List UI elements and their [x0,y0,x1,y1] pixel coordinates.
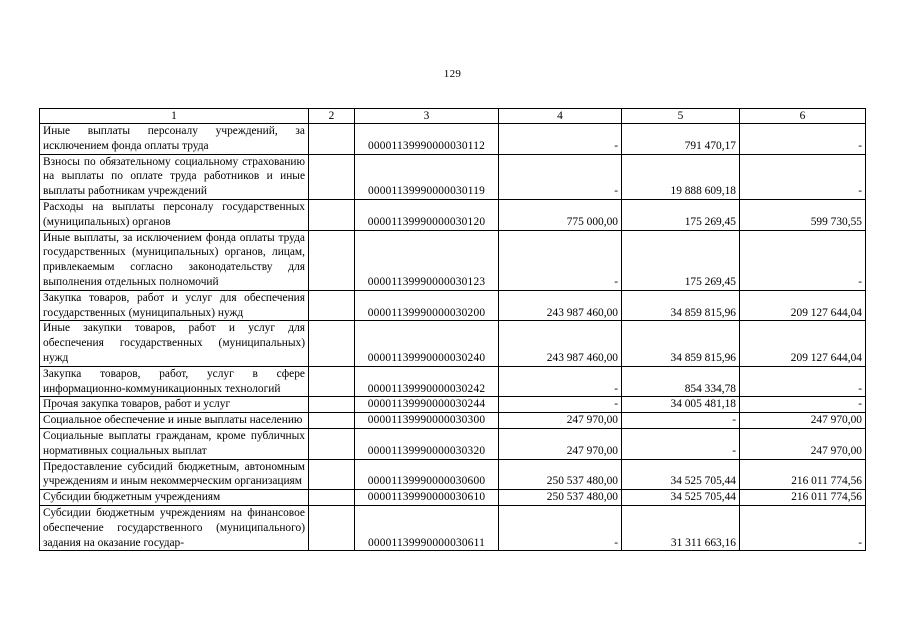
header-col-6: 6 [740,109,866,124]
row-budget-code-cell: 00001139990000030200 [355,290,499,321]
row-line-code-cell [309,321,355,366]
row-approved-cell: - [499,124,622,155]
row-budget-code-cell: 00001139990000030242 [355,366,499,397]
row-unexecuted-cell: 247 970,00 [740,413,866,429]
table-row [40,490,866,506]
row-approved-cell: - [499,366,622,397]
row-approved-cell: 775 000,00 [499,199,622,230]
row-name-cell: Закупка товаров, работ, услуг в сфере информационно-коммуникационных технологий [40,366,309,397]
row-executed-cell: 31 311 663,16 [622,505,740,550]
table-row [40,321,866,366]
row-approved-cell: - [499,397,622,413]
row-name-cell: Иные закупки товаров, работ и услуг для обеспечения государственных (муниципальных) нужд [40,321,309,366]
page-number: 129 [443,68,462,80]
row-name-cell: Иные выплаты, за исключением фонда оплаты труда государственных (муниципальных) органов, лицам, привлекаемым согласно законодательству для выполнения отдельных полномочий [40,230,309,290]
table-row [40,505,866,550]
row-executed-cell: 34 525 705,44 [622,490,740,506]
row-name-cell: Предоставление субсидий бюджетным, автономным учреждениям и иным некоммерческим организациям [40,459,309,490]
header-row [40,109,866,124]
row-name-cell: Расходы на выплаты персоналу государственных (муниципальных) органов [40,199,309,230]
row-unexecuted-cell: - [740,124,866,155]
row-name-cell: Иные выплаты персоналу учреждений, за исключением фонда оплаты труда [40,124,309,155]
table-row [40,397,866,413]
row-name-cell: Прочая закупка товаров, работ и услуг [40,397,309,413]
table-row [40,124,866,155]
row-approved-cell: - [499,505,622,550]
row-executed-cell: 34 859 815,96 [622,290,740,321]
row-approved-cell: 250 537 480,00 [499,459,622,490]
table-body [40,124,866,551]
row-name-cell: Социальное обеспечение и иные выплаты населению [40,413,309,429]
row-name-cell: Субсидии бюджетным учреждениям [40,490,309,506]
row-budget-code-cell: 00001139990000030244 [355,397,499,413]
row-budget-code-cell: 00001139990000030300 [355,413,499,429]
row-line-code-cell [309,154,355,199]
header-col-4: 4 [499,109,622,124]
row-executed-cell: 34 525 705,44 [622,459,740,490]
row-approved-cell: - [499,154,622,199]
row-approved-cell: 243 987 460,00 [499,290,622,321]
row-approved-cell: - [499,230,622,290]
header-col-2: 2 [309,109,355,124]
row-budget-code-cell: 00001139990000030120 [355,199,499,230]
row-budget-code-cell: 00001139990000030600 [355,459,499,490]
row-line-code-cell [309,505,355,550]
table-row [40,199,866,230]
row-unexecuted-cell: 247 970,00 [740,428,866,459]
row-name-cell: Субсидии бюджетным учреждениям на финансовое обеспечение государственного (муниципального) задания на оказание государ- [40,505,309,550]
row-line-code-cell [309,199,355,230]
table-row [40,154,866,199]
row-unexecuted-cell: 209 127 644,04 [740,321,866,366]
row-line-code-cell [309,428,355,459]
row-budget-code-cell: 00001139990000030112 [355,124,499,155]
header-col-5: 5 [622,109,740,124]
table-row [40,290,866,321]
row-line-code-cell [309,397,355,413]
row-budget-code-cell: 00001139990000030119 [355,154,499,199]
row-executed-cell: 34 859 815,96 [622,321,740,366]
table-row [40,459,866,490]
row-executed-cell: 791 470,17 [622,124,740,155]
row-unexecuted-cell: - [740,154,866,199]
row-approved-cell: 247 970,00 [499,413,622,429]
row-executed-cell: 175 269,45 [622,199,740,230]
row-approved-cell: 243 987 460,00 [499,321,622,366]
row-unexecuted-cell: - [740,397,866,413]
row-unexecuted-cell: - [740,230,866,290]
header-col-1: 1 [40,109,309,124]
table-row [40,230,866,290]
document-sheet [39,108,865,551]
row-name-cell: Закупка товаров, работ и услуг для обеспечения государственных (муниципальных) нужд [40,290,309,321]
row-executed-cell: - [622,413,740,429]
row-name-cell: Взносы по обязательному социальному страхованию на выплаты по оплате труда работников и иные выплаты работникам учреждений [40,154,309,199]
row-unexecuted-cell: - [740,366,866,397]
row-budget-code-cell: 00001139990000030610 [355,490,499,506]
row-approved-cell: 247 970,00 [499,428,622,459]
row-line-code-cell [309,290,355,321]
row-unexecuted-cell: 216 011 774,56 [740,459,866,490]
row-budget-code-cell: 00001139990000030320 [355,428,499,459]
row-line-code-cell [309,230,355,290]
row-line-code-cell [309,459,355,490]
row-executed-cell: 175 269,45 [622,230,740,290]
header-col-3: 3 [355,109,499,124]
row-unexecuted-cell: 209 127 644,04 [740,290,866,321]
row-unexecuted-cell: 599 730,55 [740,199,866,230]
table-row [40,366,866,397]
row-approved-cell: 250 537 480,00 [499,490,622,506]
row-unexecuted-cell: - [740,505,866,550]
row-executed-cell: 19 888 609,18 [622,154,740,199]
row-budget-code-cell: 00001139990000030123 [355,230,499,290]
row-line-code-cell [309,366,355,397]
row-executed-cell: 34 005 481,18 [622,397,740,413]
row-executed-cell: - [622,428,740,459]
table-row [40,413,866,429]
row-line-code-cell [309,124,355,155]
row-executed-cell: 854 334,78 [622,366,740,397]
table-row [40,428,866,459]
row-budget-code-cell: 00001139990000030240 [355,321,499,366]
row-budget-code-cell: 00001139990000030611 [355,505,499,550]
row-unexecuted-cell: 216 011 774,56 [740,490,866,506]
row-line-code-cell [309,413,355,429]
budget-execution-table [39,108,866,551]
row-line-code-cell [309,490,355,506]
row-name-cell: Социальные выплаты гражданам, кроме публичных нормативных социальных выплат [40,428,309,459]
